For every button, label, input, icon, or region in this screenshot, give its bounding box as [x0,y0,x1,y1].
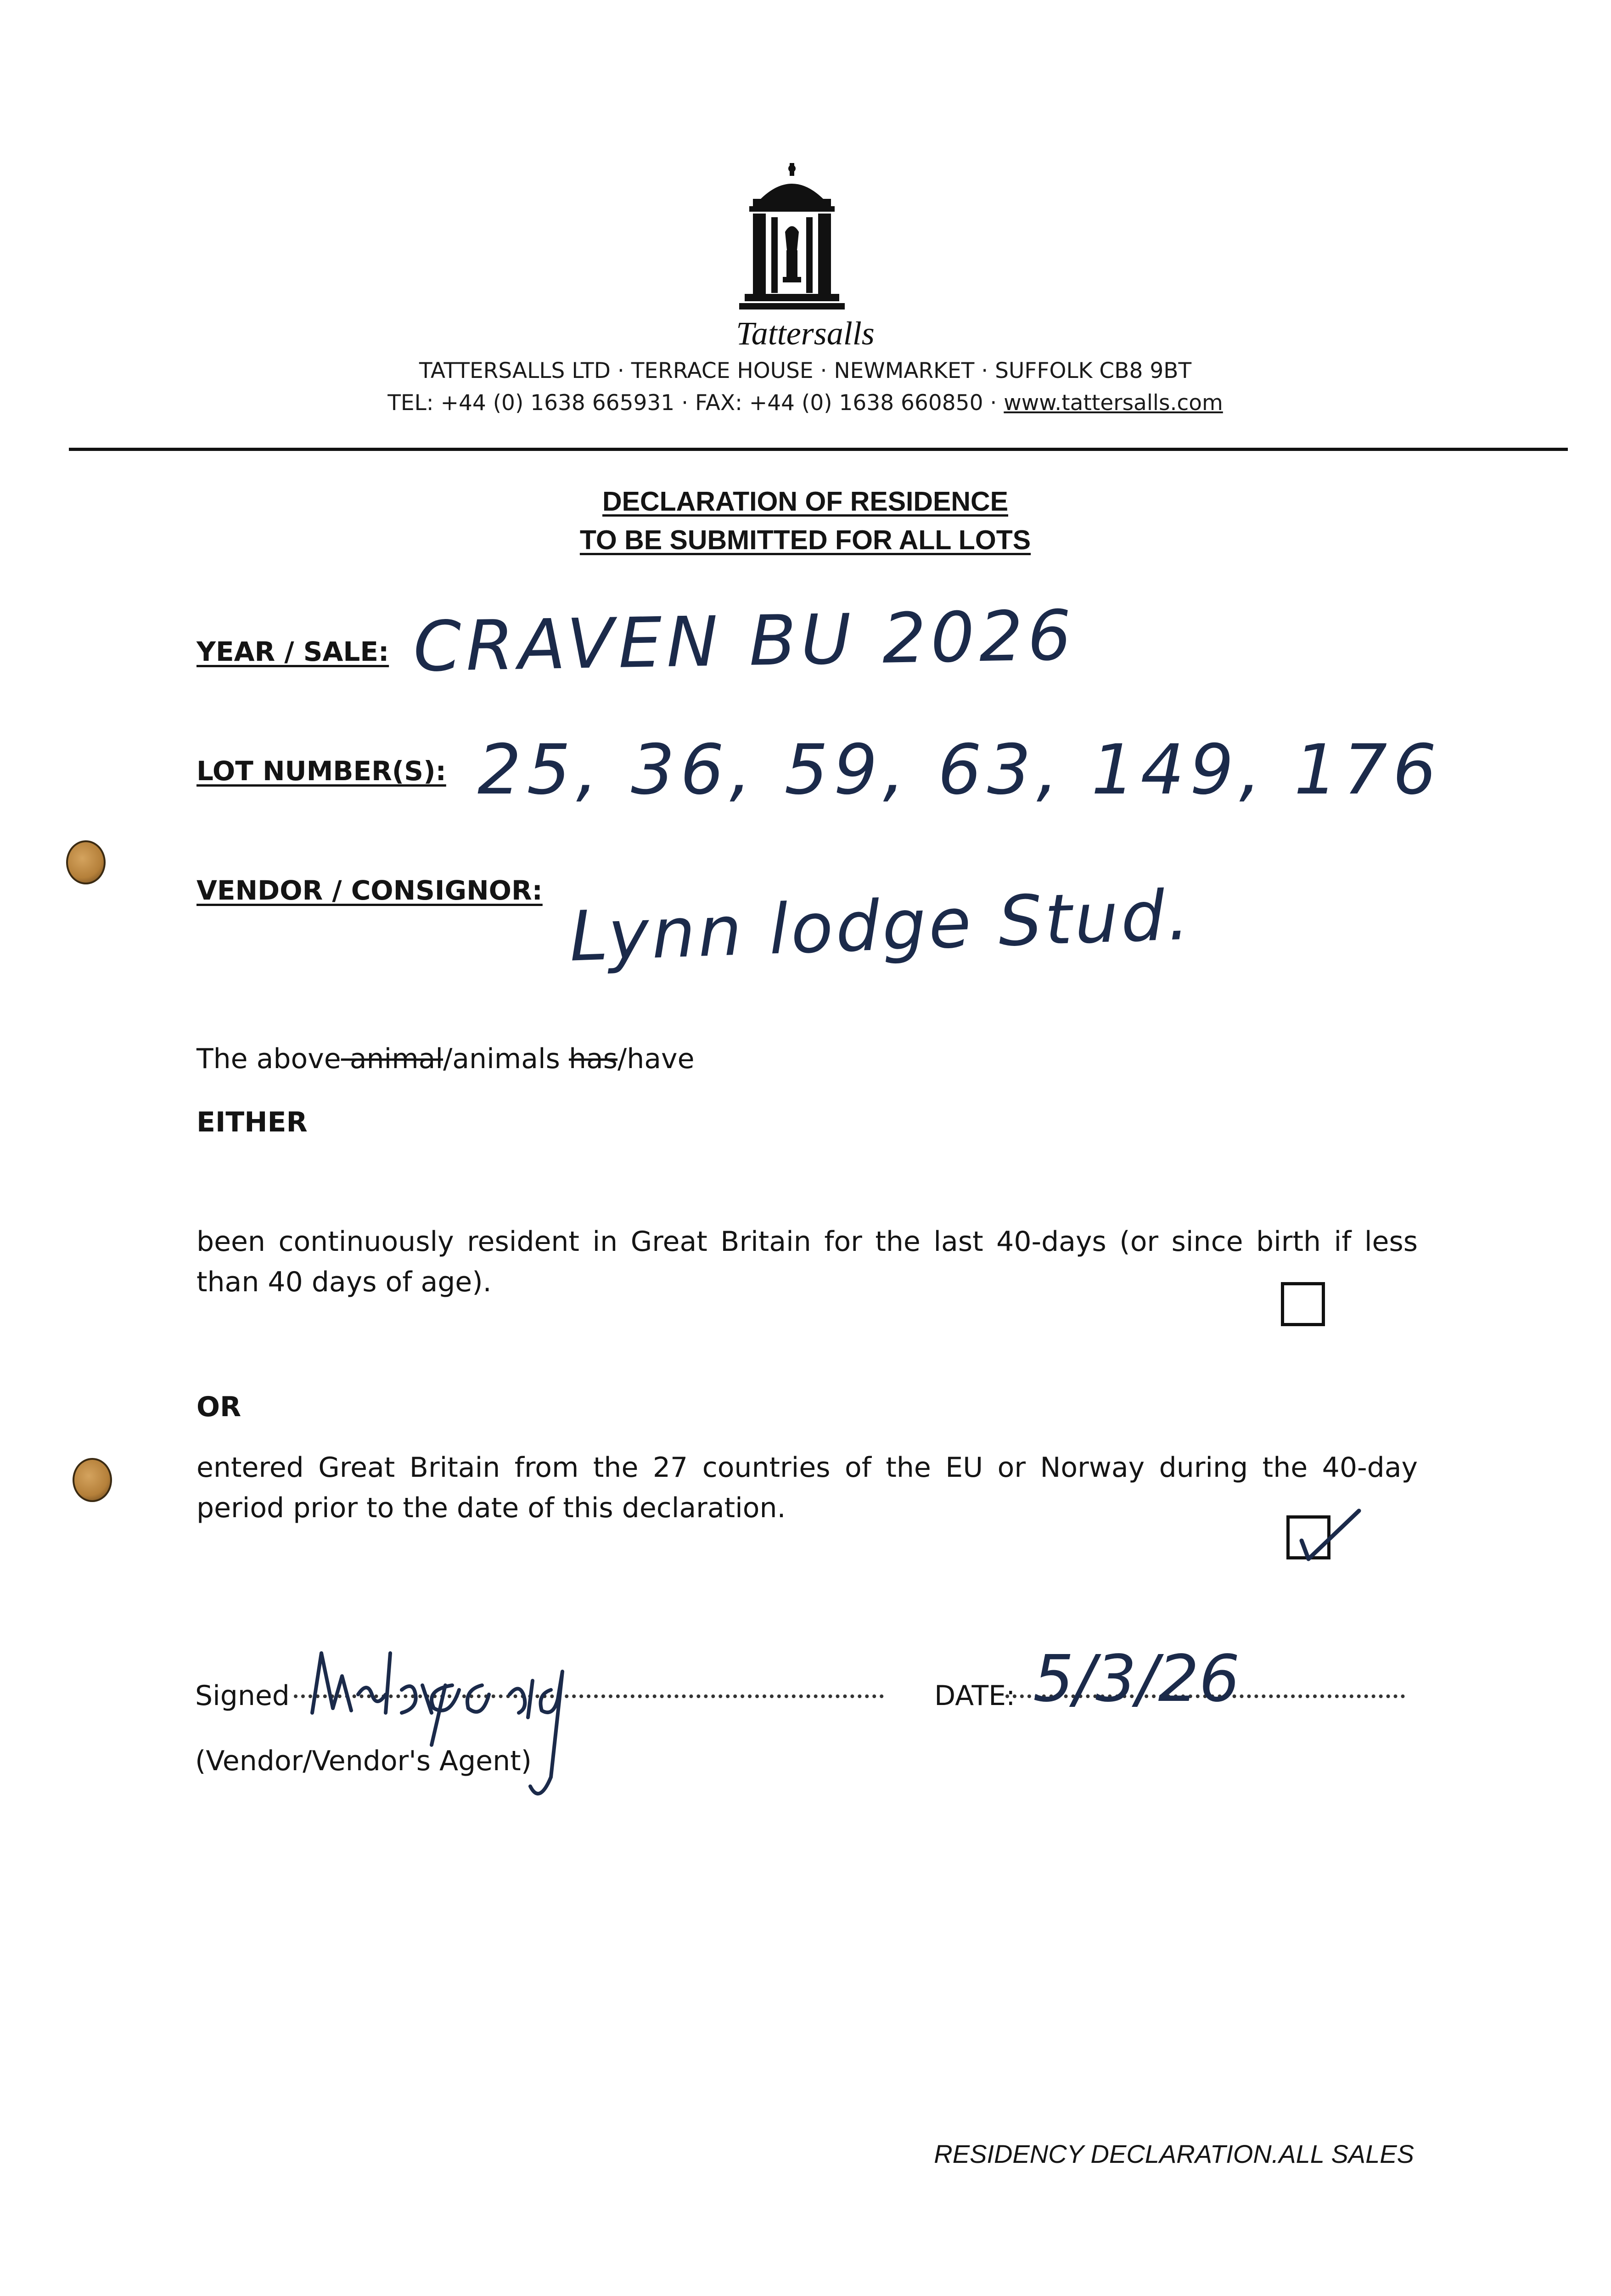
handwritten-signature [294,1626,615,1818]
contact-line [300,390,1310,416]
document-subtitle: TO BE SUBMITTED FOR ALL LOTS [579,525,1031,555]
or-label: OR [196,1391,241,1423]
statement-suffix: /have [617,1043,695,1075]
punch-hole [73,1458,112,1502]
header-divider [69,448,1568,451]
lot-numbers-label: LOT NUMBER(S): [196,755,446,787]
contact-numbers: TEL: +44 (0) 1638 665931 · FAX: +44 (0) 1638 660850 · [387,390,1004,416]
tattersalls-logo-icon [739,163,845,319]
either-label: EITHER [196,1106,308,1138]
footer-form-name: RESIDENCY DECLARATION.ALL SALES [934,2139,1414,2168]
address-line: TATTERSALLS LTD · TERRACE HOUSE · NEWMARKET · SUFFOLK CB8 9BT [419,358,1192,383]
signer-role-label: (Vendor/Vendor's Agent) [195,1745,532,1777]
date-label: DATE: [934,1680,1016,1712]
vendor-value[interactable]: Lynn lodge Stud. [568,875,1194,977]
struck-text: animal [341,1043,443,1075]
document-title: DECLARATION OF RESIDENCE [602,486,1008,517]
option-entered-text: entered Great Britain from the 27 countries of the EU or Norway during the 40-day period prior to the date of this declaration. [196,1452,1418,1524]
website-link[interactable]: www.tattersalls.com [1004,390,1223,416]
option-resident-text: been continuously resident in Great Britain for the last 40-days (or since birth if less than 40 days of age). [196,1226,1418,1298]
signed-label: Signed [195,1680,290,1712]
year-sale-value[interactable]: CRAVEN BU 2026 [412,596,1077,687]
struck-text: has [568,1043,618,1075]
option-resident-checkbox[interactable] [1281,1282,1325,1326]
vendor-label: VENDOR / CONSIGNOR: [196,875,543,906]
year-sale-label: YEAR / SALE: [196,636,389,667]
brand-name: Tattersalls [736,315,875,352]
checkmark-icon [1283,1495,1370,1573]
animals-statement [196,1039,1418,1079]
statement-mid: /animals [443,1043,569,1075]
date-value[interactable]: 5/3/26 [1033,1642,1240,1716]
lot-numbers-value[interactable]: 25, 36, 59, 63, 149, 176 [477,730,1442,810]
statement-prefix: The above [196,1043,341,1075]
punch-hole [66,840,106,884]
